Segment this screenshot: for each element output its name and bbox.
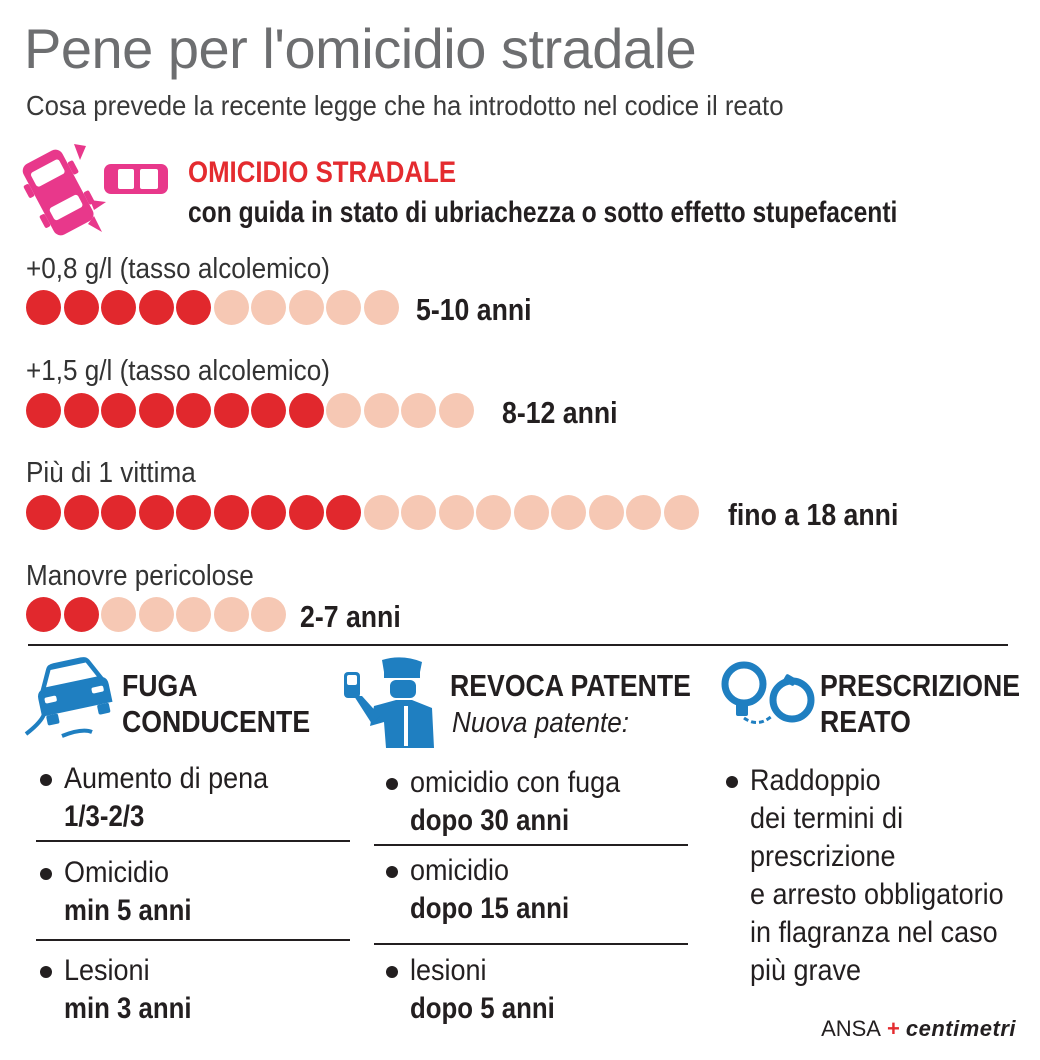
filled-dot [214,393,249,428]
dot-scale [26,597,289,633]
filled-dot [139,290,174,325]
filled-dot [101,495,136,530]
prescrizione-title-line1: PRESCRIZIONE [820,668,1020,703]
divider [36,939,350,941]
empty-dot [626,495,661,530]
filled-dot [139,495,174,530]
revoca-title: REVOCA PATENTE [450,668,691,703]
empty-dot [176,597,211,632]
plus-icon: + [886,1016,900,1041]
empty-dot [514,495,549,530]
list-item: omicidio dopo 15 anni [410,854,570,925]
divider [36,840,350,842]
prescrizione-line: prescrizione [750,840,896,873]
empty-dot [551,495,586,530]
section-subtitle: con guida in stato di ubriachezza o sotto effetto stupefacenti [188,196,898,229]
empty-dot [589,495,624,530]
empty-dot [214,597,249,632]
row-value: fino a 18 anni [728,497,899,532]
car-crash-icon [14,140,174,240]
prescrizione-line: Raddoppio [750,764,881,797]
empty-dot [251,597,286,632]
bullet-icon [386,966,398,978]
filled-dot [289,495,324,530]
filled-dot [101,290,136,325]
dot-scale [26,393,476,429]
filled-dot [64,495,99,530]
filled-dot [251,495,286,530]
empty-dot [439,495,474,530]
filled-dot [289,393,324,428]
list-item: Lesioni min 3 anni [64,954,192,1025]
empty-dot [364,393,399,428]
filled-dot [176,290,211,325]
row-value: 5-10 anni [416,292,532,327]
row-label: +1,5 g/l (tasso alcolemico) [26,355,330,387]
filled-dot [101,393,136,428]
dot-scale [26,290,401,326]
empty-dot [289,290,324,325]
empty-dot [664,495,699,530]
page-title: Pene per l'omicidio stradale [24,17,697,80]
filled-dot [26,495,61,530]
divider [374,943,688,945]
empty-dot [439,393,474,428]
empty-dot [139,597,174,632]
prescrizione-line: più grave [750,954,862,987]
filled-dot [251,393,286,428]
empty-dot [401,393,436,428]
fuga-title-line2: CONDUCENTE [122,704,311,739]
empty-dot [326,393,361,428]
filled-dot [26,290,61,325]
divider [28,644,1008,646]
filled-dot [176,393,211,428]
section-title: OMICIDIO STRADALE [188,156,457,189]
filled-dot [176,495,211,530]
empty-dot [101,597,136,632]
empty-dot [214,290,249,325]
bullet-icon [40,966,52,978]
filled-dot [139,393,174,428]
filled-dot [26,393,61,428]
filled-dot [64,290,99,325]
fuga-title-line1: FUGA [122,668,198,703]
prescrizione-line: in flagranza nel caso [750,916,998,949]
row-value: 8-12 anni [502,395,618,430]
credit-logo [821,1016,1016,1042]
bullet-icon [386,866,398,878]
empty-dot [364,495,399,530]
empty-dot [401,495,436,530]
bullet-icon [40,868,52,880]
centimetri-label: centimetri [905,1016,1016,1041]
page-subtitle: Cosa prevede la recente legge che ha introdotto nel codice il reato [26,90,784,121]
ansa-label: ANSA [821,1016,881,1041]
police-officer-icon [340,656,438,748]
bullet-icon [386,778,398,790]
dot-scale [26,495,701,531]
row-label: Più di 1 vittima [26,457,196,489]
empty-dot [476,495,511,530]
bullet-icon [40,774,52,786]
list-item: Aumento di pena 1/3-2/3 [64,762,269,833]
filled-dot [214,495,249,530]
row-label: Manovre pericolose [26,560,254,592]
list-item: Omicidio min 5 anni [64,856,192,927]
bullet-icon [726,776,738,788]
empty-dot [251,290,286,325]
filled-dot [64,393,99,428]
skidding-car-icon [22,654,114,738]
filled-dot [326,495,361,530]
divider [374,844,688,846]
row-label: +0,8 g/l (tasso alcolemico) [26,253,330,285]
filled-dot [26,597,61,632]
handcuffs-icon [718,656,816,736]
revoca-subtitle: Nuova patente: [452,707,630,739]
prescrizione-title-line2: REATO [820,704,911,739]
empty-dot [364,290,399,325]
row-value: 2-7 anni [300,599,401,634]
filled-dot [64,597,99,632]
list-item: omicidio con fuga dopo 30 anni [410,766,621,837]
empty-dot [326,290,361,325]
prescrizione-line: dei termini di [750,802,904,835]
prescrizione-line: e arresto obbligatorio [750,878,1004,911]
list-item: lesioni dopo 5 anni [410,954,555,1025]
